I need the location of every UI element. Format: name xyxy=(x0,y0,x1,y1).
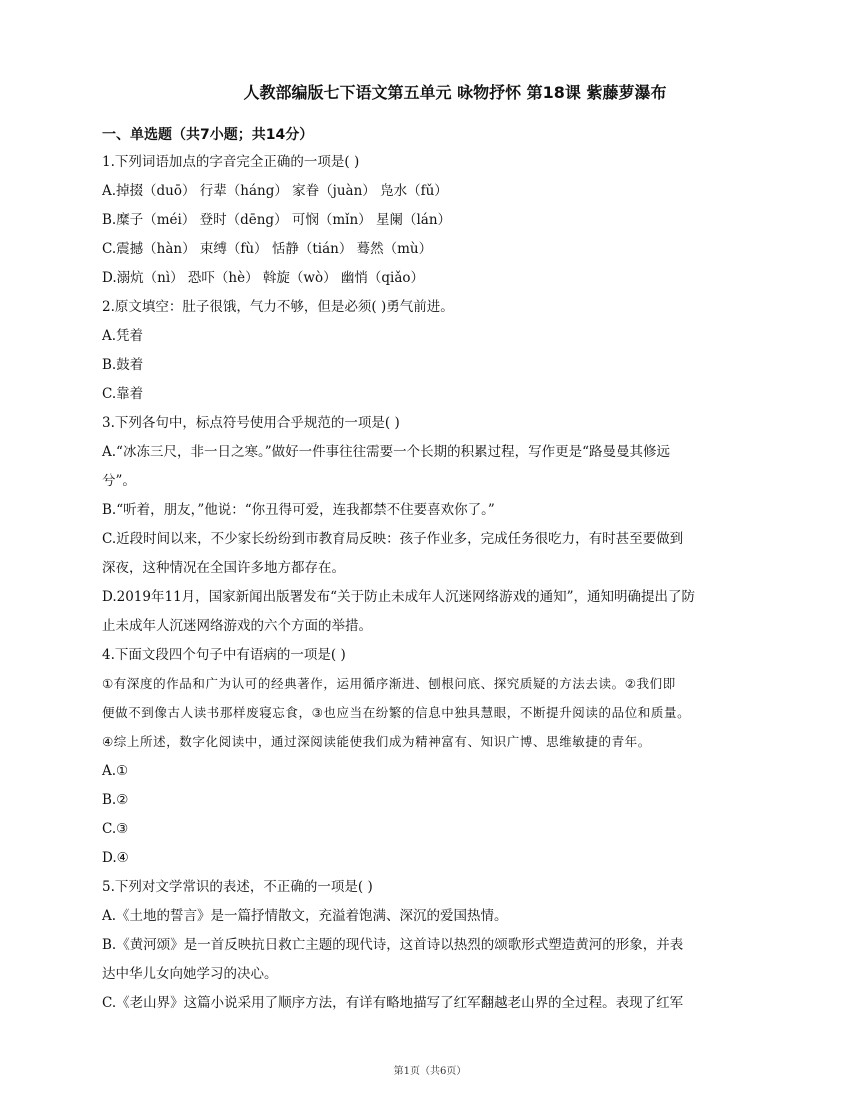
question-4-option-b: B.② xyxy=(102,792,129,808)
question-4-passage-line-2: 便做不到像古人读书那样废寝忘食，③也应当在纷繁的信息中独具慧眼，不断提升阅读的品位和质量。 xyxy=(102,705,691,720)
question-1-option-c: C.震撼（hàn） 束缚（fù） 恬静（tián） 蓦然（mù） xyxy=(102,241,433,257)
question-5-stem: 5.下列对文学常识的表述，不正确的一项是( ) xyxy=(102,879,373,895)
section-heading: 一、单选题（共7小题；共14分） xyxy=(102,127,314,143)
page-footer: 第1页（共6页） xyxy=(393,1066,467,1077)
question-content xyxy=(102,152,742,1022)
question-1-option-b: B.糜子（méi） 登时（dēng） 可悯（mǐn） 星阑（lán） xyxy=(102,212,452,228)
question-4-stem: 4.下面文段四个句子中有语病的一项是( ) xyxy=(102,647,346,663)
question-2-option-a: A.凭着 xyxy=(102,328,144,344)
question-4-option-d: D.④ xyxy=(102,850,129,866)
question-3-stem: 3.下列各句中，标点符号使用合乎规范的一项是( ) xyxy=(102,415,400,431)
question-3-option-c-cont: 深夜，这种情况在全国许多地方都存在。 xyxy=(102,560,345,576)
question-5-option-b: B.《黄河颂》是一首反映抗日救亡主题的现代诗，这首诗以热烈的颂歌形式塑造黄河的形象，并表 xyxy=(102,937,684,953)
question-3-option-d-cont: 止未成年人沉迷网络游戏的六个方面的举措。 xyxy=(102,618,372,634)
question-5-option-b-cont: 达中华儿女向她学习的决心。 xyxy=(102,966,278,982)
question-2-stem: 2.原文填空：肚子很饿，气力不够，但是必须( )勇气前进。 xyxy=(102,299,454,315)
question-3-option-a: A.“冰冻三尺，非一日之寒。”做好一件事往往需要一个长期的积累过程，写作更是“路曼曼其修远 xyxy=(102,444,670,460)
question-3-option-d: D.2019年11月，国家新闻出版署发布“关于防止未成年人沉迷网络游戏的通知”，通知明确提出了防 xyxy=(102,589,695,605)
question-4-passage-line-1: ①有深度的作品和广为认可的经典著作，运用循序渐进、刨根问底、探究质疑的方法去读。②我们即 xyxy=(102,676,676,691)
question-1-stem: 1.下列词语加点的字音完全正确的一项是( ) xyxy=(102,154,360,170)
question-1-option-a: A.掉掇（duō） 行辈（háng） 家眷（juàn） 凫水（fǔ） xyxy=(102,183,448,199)
question-2-option-b: B.鼓着 xyxy=(102,357,144,373)
question-2-option-c: C.靠着 xyxy=(102,386,144,402)
question-4-option-c: C.③ xyxy=(102,821,129,837)
question-4-option-a: A.① xyxy=(102,763,129,779)
question-3-option-a-cont: 兮”。 xyxy=(102,473,136,489)
question-1-option-d: D.溺炕（nì） 恐吓（hè） 斡旋（wò） 幽悄（qiǎo） xyxy=(102,270,425,286)
question-3-option-c: C.近段时间以来，不少家长纷纷到市教育局反映：孩子作业多，完成任务很吃力，有时甚至要做到 xyxy=(102,531,684,547)
question-4-passage-line-3: ④综上所述，数字化阅读中，通过深阅读能使我们成为精神富有、知识广博、思维敏捷的青年。 xyxy=(102,734,651,749)
page-title: 人教部编版七下语文第五单元 咏物抒怀 第18课 紫藤萝瀑布 xyxy=(243,83,667,102)
question-5-option-a: A.《土地的誓言》是一篇抒情散文，充溢着饱满、深沉的爱国热情。 xyxy=(102,908,508,924)
question-3-option-b: B.“听着，朋友，”他说：“你丑得可爱，连我都禁不住要喜欢你了。” xyxy=(102,502,495,518)
question-5-option-c: C.《老山界》这篇小说采用了顺序方法，有详有略地描写了红军翻越老山界的全过程。表现了红军 xyxy=(102,995,684,1011)
